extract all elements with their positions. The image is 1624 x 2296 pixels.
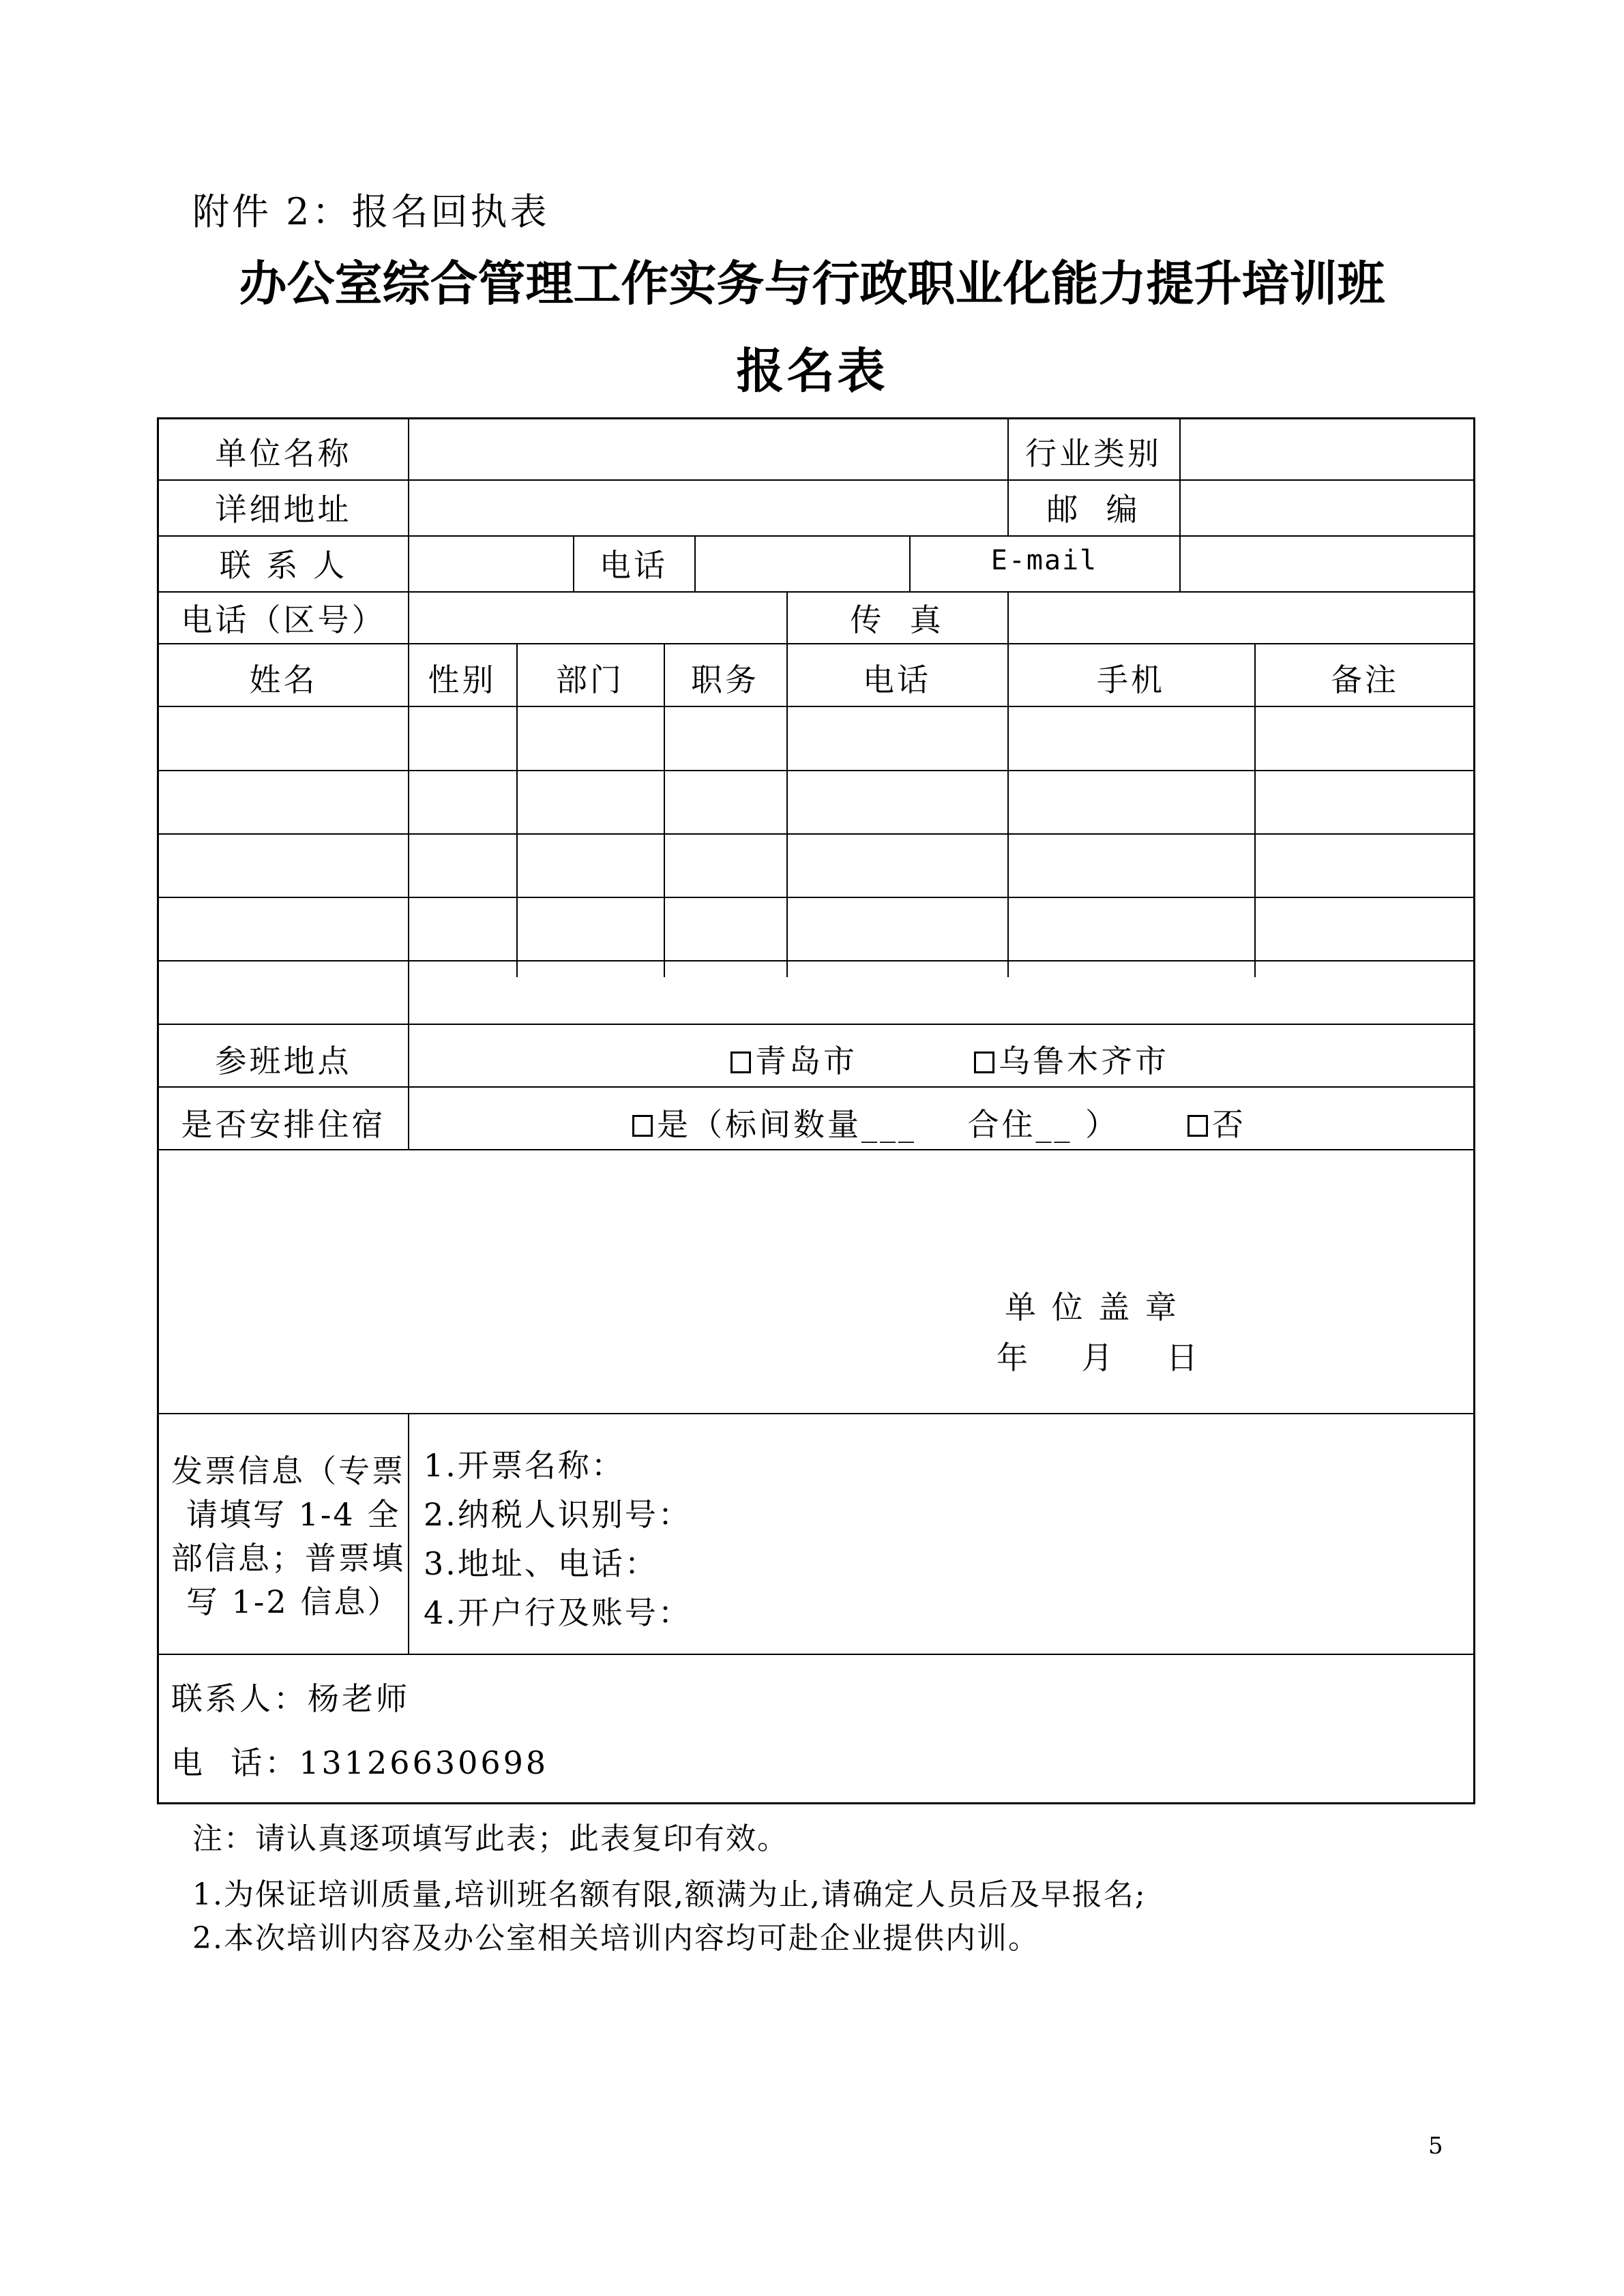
column-header-name: 姓名 <box>249 661 318 698</box>
form-title: 办公室综合管理工作实务与行政职业化能力提升培训班 <box>239 255 1385 312</box>
checkbox-icon <box>1187 1115 1208 1137</box>
column-divider <box>408 1413 409 1654</box>
row-divider <box>159 1086 1475 1088</box>
date-label: 年 月 日 <box>996 1339 1200 1376</box>
industry-label: 行业类别 <box>1025 435 1162 472</box>
invoice-info-label: 发票信息（专票 请填写 1-4 全 部信息；普票填 写 1-2 信息） <box>171 1452 405 1620</box>
note-item-1: 1.为保证培训质量,培训班名额有限,额满为止,请确定人员后及早报名; <box>192 1877 1147 1912</box>
column-divider <box>1007 591 1009 977</box>
column-divider <box>408 419 409 1149</box>
column-header-remarks: 备注 <box>1331 661 1399 698</box>
checkbox-icon <box>632 1115 653 1137</box>
contact-person: 联系人：杨老师 <box>171 1680 410 1717</box>
page-number: 5 <box>1428 2132 1443 2160</box>
column-header-phone: 电话 <box>863 661 931 698</box>
invoice-name-field[interactable]: 1.开票名称： <box>424 1447 625 1484</box>
lodging-option-no[interactable]: 否 <box>1187 1100 1246 1145</box>
row-divider <box>159 479 1475 481</box>
row-divider <box>159 535 1475 537</box>
row-divider <box>159 591 1475 593</box>
row-divider <box>159 643 1475 644</box>
taxpayer-id-field[interactable]: 2.纳税人识别号： <box>424 1496 692 1533</box>
bank-account-field[interactable]: 4.开户行及账号： <box>424 1594 692 1631</box>
location-option-qingdao[interactable]: 青岛市 <box>730 1037 857 1082</box>
row-divider <box>159 706 1475 707</box>
lodging-label: 是否安排住宿 <box>181 1106 386 1143</box>
address-label: 详细地址 <box>215 491 352 528</box>
column-divider <box>786 591 788 977</box>
location-label: 参班地点 <box>215 1043 352 1079</box>
row-divider <box>159 1654 1475 1655</box>
checkbox-icon <box>730 1052 751 1073</box>
registration-form <box>157 417 1475 1804</box>
unit-stamp-label: 单 位 盖 章 <box>1005 1289 1179 1326</box>
unit-name-label: 单位名称 <box>215 435 352 472</box>
address-phone-field[interactable]: 3.地址、电话： <box>424 1545 658 1582</box>
location-option-urumqi[interactable]: 乌鲁木齐市 <box>974 1037 1169 1082</box>
checkbox-icon <box>974 1052 994 1073</box>
phone-label: 电话 <box>600 547 668 584</box>
row-divider <box>159 770 1475 771</box>
row-divider <box>159 1413 1475 1414</box>
column-divider <box>694 535 696 591</box>
area-phone-label: 电话（区号） <box>181 601 386 638</box>
fax-label: 传 真 <box>850 601 944 638</box>
row-divider <box>159 1149 1475 1150</box>
attachment-heading: 附件 2：报名回执表 <box>192 190 550 233</box>
row-divider <box>159 960 1475 961</box>
row-divider <box>159 1024 1475 1025</box>
email-label: E-mail <box>990 545 1098 576</box>
postcode-label: 邮 编 <box>1046 491 1140 528</box>
invoice-fields <box>424 1441 692 1637</box>
column-header-mobile: 手机 <box>1097 661 1165 698</box>
column-header-position: 职务 <box>691 661 759 698</box>
column-header-gender: 性别 <box>428 661 497 698</box>
note-item-2: 2.本次培训内容及办公室相关培训内容均可赴企业提供内训。 <box>192 1921 1039 1956</box>
column-header-department: 部门 <box>556 661 624 698</box>
form-subtitle: 报名表 <box>736 342 888 399</box>
note-text: 注：请认真逐项填写此表；此表复印有效。 <box>192 1821 788 1856</box>
contact-phone: 电 话：13126630698 <box>171 1744 549 1781</box>
row-divider <box>159 833 1475 835</box>
lodging-option-yes[interactable]: 是（标间数量___ 合住__ ） <box>632 1100 1119 1145</box>
contact-label: 联 系 人 <box>219 547 348 584</box>
column-divider <box>1179 419 1181 591</box>
row-divider <box>159 897 1475 898</box>
